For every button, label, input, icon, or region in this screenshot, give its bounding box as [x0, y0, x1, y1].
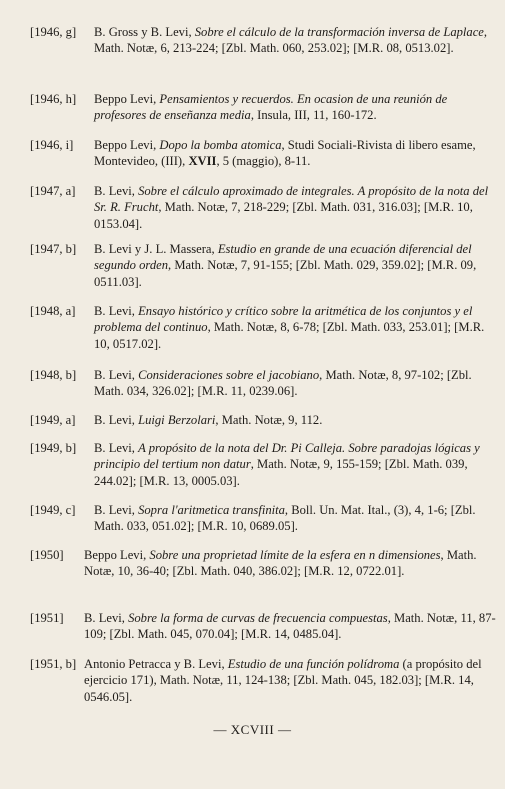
entry-key: [1946, i]: [30, 138, 74, 152]
bib-entry: [30, 412, 496, 428]
bib-entry: [30, 303, 496, 352]
entry-segment: B. Levi y J. L. Massera,: [94, 242, 218, 256]
bib-entry: [30, 656, 496, 705]
entry-key: [1948, b]: [30, 368, 77, 382]
entry-segment: , Math. Notæ, 7, 91-155; [Zbl. Math. 029, 359.02]; [M.R. 09, 0511.03].: [94, 258, 477, 289]
entry-segment: , Boll. Un. Mat. Ital., (3), 4, 1-6; [Zbl. Math. 033, 051.02]; [M.R. 10, 0689.05].: [94, 503, 476, 534]
bib-entry: [30, 547, 496, 580]
entry-segment: , Math. Notæ, 8, 97-102; [Zbl. Math. 034, 326.02]; [M.R. 11, 0239.06].: [94, 368, 472, 399]
bib-entry: [30, 91, 496, 124]
entry-segment: , Studi Sociali-Rivista di libero esame, Montevideo, (III),: [94, 138, 476, 169]
entry-segment: B. Levi,: [84, 611, 129, 625]
entry-text: [30, 303, 496, 352]
entry-segment: B. Levi,: [94, 304, 139, 318]
entry-segment: , Math. Notæ, 9, 155-159; [Zbl. Math. 039, 244.02]; [M.R. 13, 0005.03].: [94, 457, 468, 488]
entry-segment: , Math. Notæ, 6, 213-224; [Zbl. Math. 060, 253.02]; [M.R. 08, 0513.02].: [94, 25, 488, 56]
entry-title: Dopo la bomba atomica: [159, 138, 282, 152]
bib-entry: [30, 183, 496, 232]
entry-key: [1949, c]: [30, 503, 76, 517]
entry-segment: (a propósito del ejercicio 171), Math. Notæ, 11, 124-138; [Zbl. Math. 045, 182.03]; [M.R. 14, 0546.05].: [84, 657, 482, 704]
entry-text: [30, 183, 496, 232]
entry-text: [30, 412, 496, 428]
entry-segment: B. Levi,: [94, 441, 139, 455]
entry-text: [30, 656, 496, 705]
entry-title: Sobre la forma de curvas de frecuencia compuestas: [128, 611, 388, 625]
entry-key: [1947, a]: [30, 184, 76, 198]
entry-key: [1949, a]: [30, 413, 76, 427]
entry-key: [1946, h]: [30, 92, 77, 106]
entry-text: [30, 502, 496, 535]
bib-entry: [30, 137, 496, 170]
entry-segment: , Math. Notæ, 8, 6-78; [Zbl. Math. 033, 253.01]; [M.R. 10, 0517.02].: [94, 320, 485, 351]
entry-text: [30, 137, 496, 170]
entry-key: [1948, a]: [30, 304, 76, 318]
entry-text: [30, 547, 496, 580]
entry-segment: , 5 (maggio), 8-11.: [216, 154, 311, 169]
entry-segment: , Math. Notæ, 9, 112.: [215, 413, 323, 427]
entry-segment: , Math. Notæ, 7, 218-229; [Zbl. Math. 031, 316.03]; [M.R. 10, 0153.04].: [94, 200, 473, 231]
entry-title: Sobre el cálculo de la transformación inversa de Laplace: [194, 25, 484, 39]
entry-segment: , Math. Notæ, 11, 87-109; [Zbl. Math. 045, 070.04]; [M.R. 14, 0485.04].: [84, 611, 496, 642]
entry-segment: B. Levi,: [94, 413, 139, 427]
entry-title: Ensayo histórico y crítico sobre la aritmética de los conjuntos y el problema del continuo: [94, 304, 473, 335]
entry-segment: Beppo Levi,: [94, 138, 160, 152]
bib-entry: [30, 241, 496, 290]
entry-text: [30, 91, 496, 124]
entry-title: Sobre una proprietad límite de la esfera en n dimensiones: [149, 548, 441, 562]
entry-segment: Beppo Levi,: [84, 548, 150, 562]
entry-segment: Beppo Levi,: [94, 92, 160, 106]
entry-key: [1950]: [30, 548, 64, 562]
entry-text: [30, 24, 496, 57]
bib-entry: [30, 24, 496, 57]
entry-text: [30, 610, 496, 643]
entry-key: [1949, b]: [30, 441, 77, 455]
entry-title: Estudio de una función polídroma: [227, 657, 400, 671]
page-number: — XCVIII —: [213, 722, 292, 737]
entry-segment: B. Levi,: [94, 503, 139, 517]
entry-segment: Antonio Petracca y B. Levi,: [84, 657, 228, 671]
entry-segment: B. Levi,: [94, 368, 139, 382]
entry-key: [1951]: [30, 611, 64, 625]
bib-entry: [30, 502, 496, 535]
entry-title: Sopra l'aritmetica transfinita: [138, 503, 285, 517]
entry-title: Pensamientos y recuerdos. En ocasion de una reunión de profesores de enseñanza media: [94, 92, 448, 123]
entry-segment: B. Levi,: [94, 184, 139, 198]
entry-key: [1951, b]: [30, 657, 77, 671]
entry-title: Luigi Berzolari: [138, 413, 216, 427]
entry-title: A propósito de la nota del Dr. Pi Calleja. Sobre paradojas lógicas y principio del tertium non datur: [94, 441, 480, 472]
bib-entry: [30, 440, 496, 489]
entry-title: Consideraciones sobre el jacobiano: [138, 368, 320, 382]
bib-entry: [30, 367, 496, 400]
entry-key: [1947, b]: [30, 242, 77, 256]
bib-entry: [30, 610, 496, 643]
entry-title: Sobre el cálculo aproximado de integrales. A propósito de la nota del Sr. R. Frucht: [94, 184, 489, 215]
entry-volume: XVII: [188, 154, 217, 169]
entry-title: Estudio en grande de una ecuación diferencial del segundo orden: [94, 242, 472, 273]
entry-segment: , Insula, III, 11, 160-172.: [250, 108, 377, 123]
entry-text: [30, 367, 496, 400]
entry-segment: B. Gross y B. Levi,: [94, 25, 195, 39]
entry-segment: , Math. Notæ, 10, 36-40; [Zbl. Math. 040, 386.02]; [M.R. 12, 0722.01].: [84, 548, 477, 579]
entry-key: [1946, g]: [30, 25, 77, 39]
entry-text: [30, 241, 496, 290]
entry-text: [30, 440, 496, 489]
